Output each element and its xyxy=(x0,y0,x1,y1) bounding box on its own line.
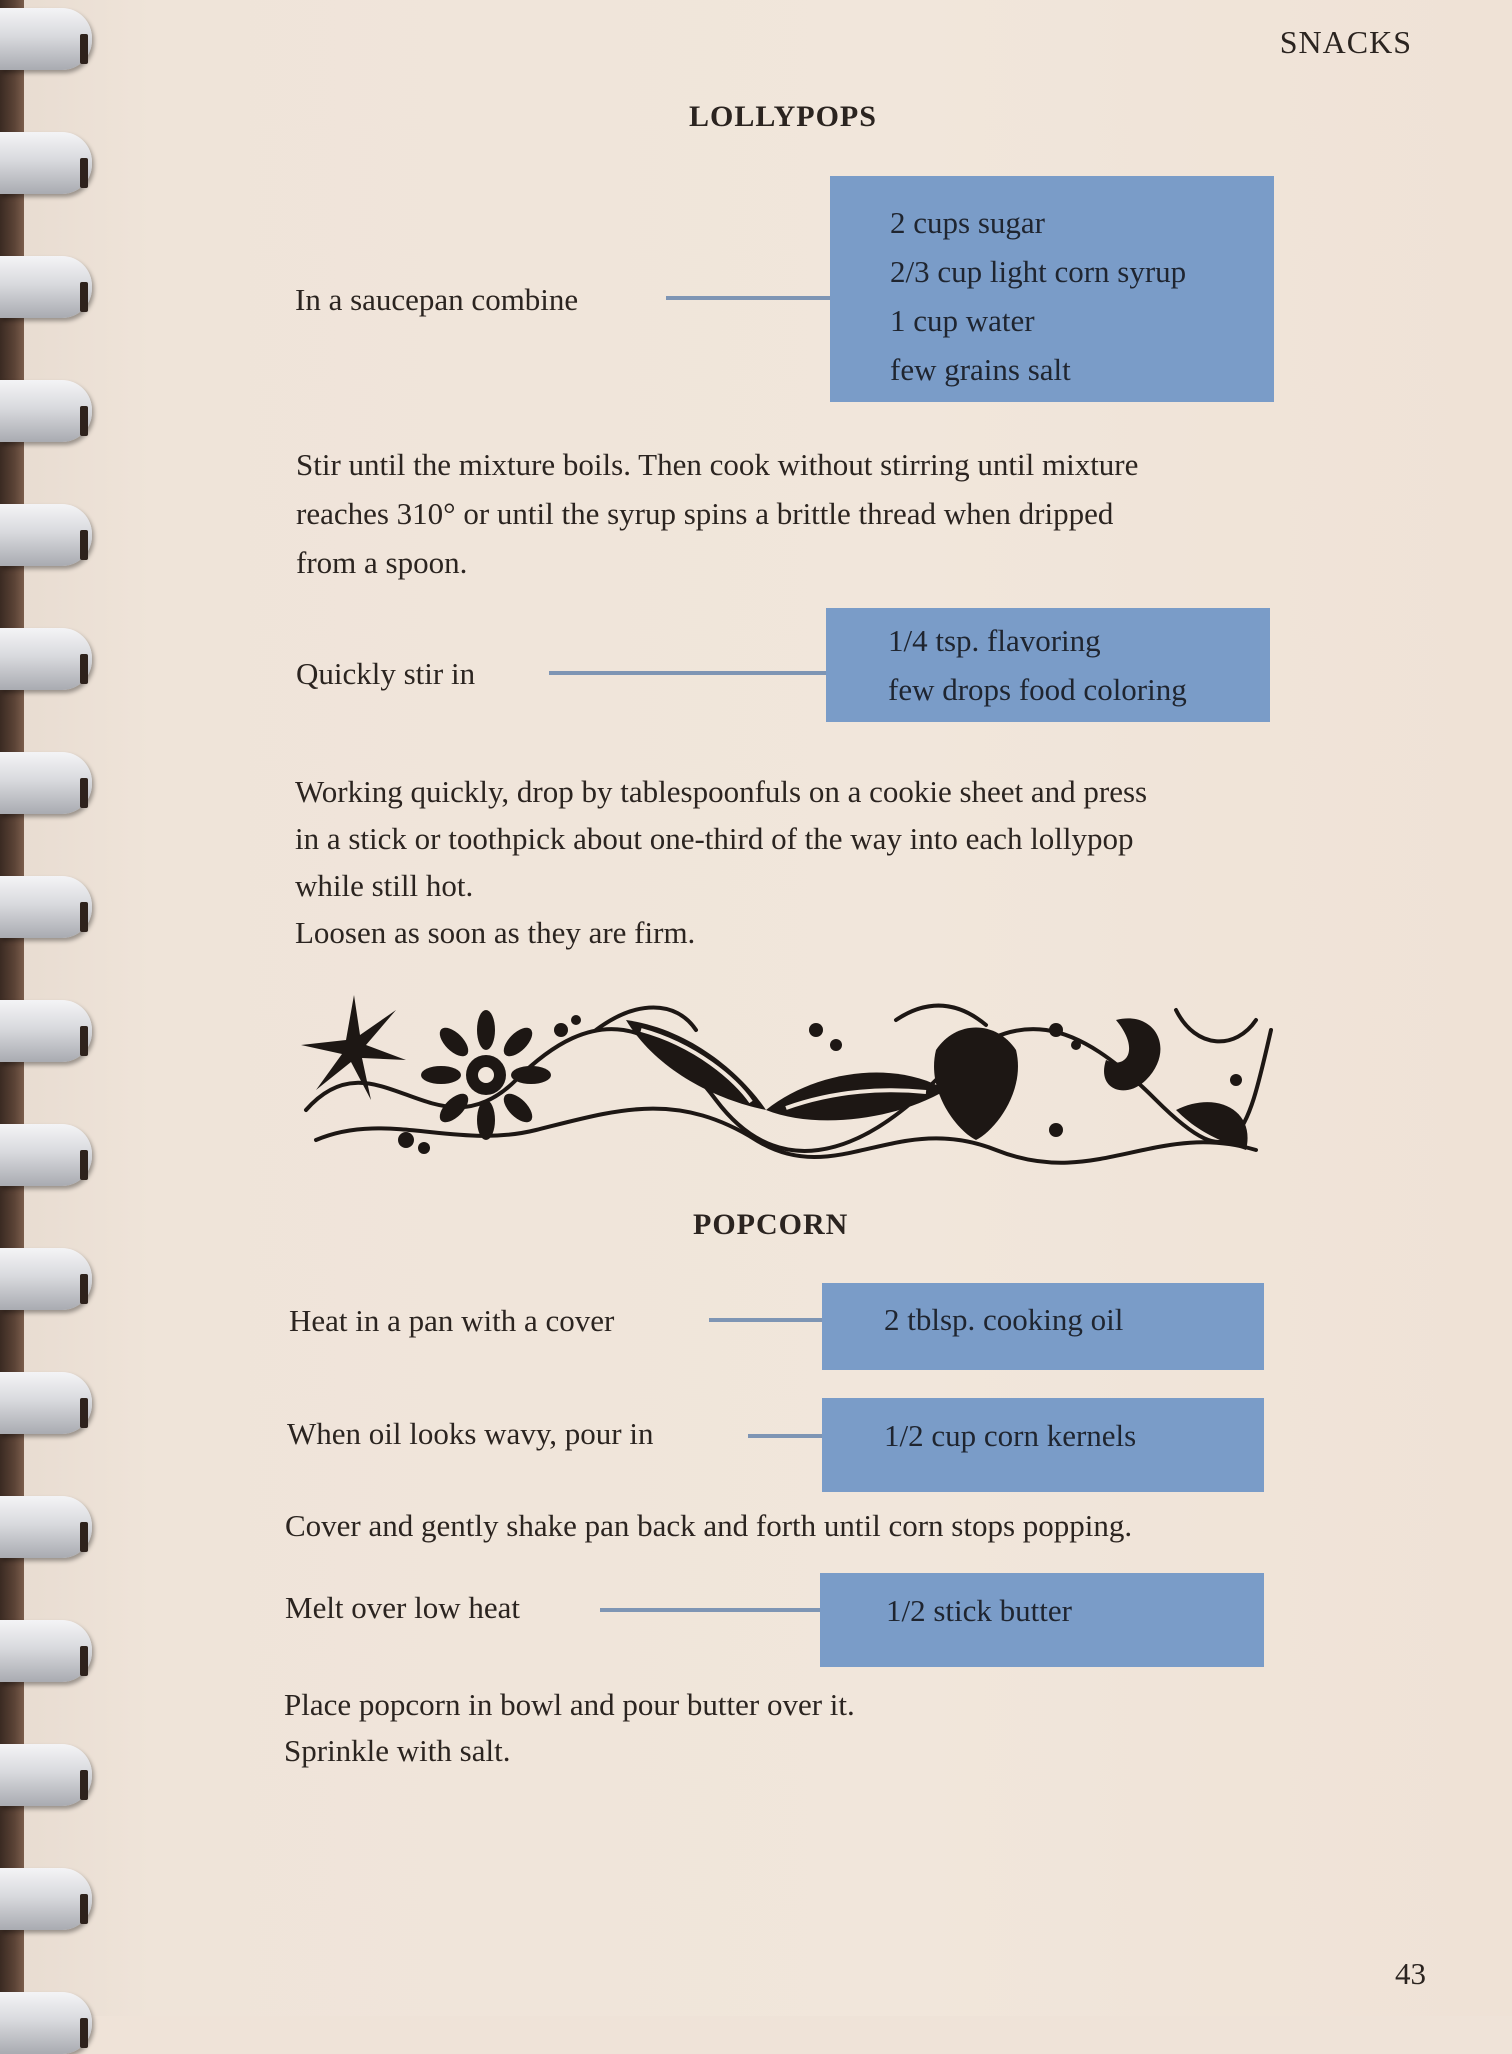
lollypops-step1-ingredient-box xyxy=(830,176,1274,402)
ingredient-item: few drops food coloring xyxy=(888,672,1187,707)
binding-coil xyxy=(0,752,92,814)
lollypops-step2-ingredient-box xyxy=(826,608,1270,722)
binding-coil xyxy=(0,380,92,442)
paragraph-line: reaches 310° or until the syrup spins a brittle thread when dripped xyxy=(296,496,1114,531)
lollypops-step1-instruction: In a saucepan combine xyxy=(295,282,579,317)
binding-coil xyxy=(0,1744,92,1806)
lollypops-step1-connector xyxy=(666,296,831,300)
binding-coil xyxy=(0,1992,92,2054)
paragraph-line: Loosen as soon as they are firm. xyxy=(295,915,696,950)
ingredient-item: 1/4 tsp. flavoring xyxy=(888,623,1101,658)
binding-coil xyxy=(0,256,92,318)
ingredient-item: 2/3 cup light corn syrup xyxy=(890,254,1187,289)
lollypops-step2-connector xyxy=(549,671,827,675)
floral-ornament-divider xyxy=(296,990,1276,1170)
popcorn-paragraph-1: Cover and gently shake pan back and forth until corn stops popping. xyxy=(285,1508,1133,1543)
popcorn-step1-ingredient-box xyxy=(822,1283,1264,1370)
binding-coil xyxy=(0,1000,92,1062)
binding-coil xyxy=(0,1620,92,1682)
recipe-title-lollypops: LOLLYPOPS xyxy=(689,100,877,133)
lollypops-step2-instruction: Quickly stir in xyxy=(296,656,476,691)
binding-coil xyxy=(0,1124,92,1186)
binding-coil xyxy=(0,1496,92,1558)
ingredient-item: 2 cups sugar xyxy=(890,205,1045,240)
binding-coil xyxy=(0,1372,92,1434)
ingredient-item: 1/2 cup corn kernels xyxy=(884,1418,1137,1453)
spiral-binding xyxy=(0,0,110,2016)
lollypops-paragraph-2 xyxy=(295,768,1147,956)
binding-coil xyxy=(0,1248,92,1310)
section-header: SNACKS xyxy=(1279,24,1412,60)
page-number: 43 xyxy=(1395,1956,1426,1991)
binding-coil xyxy=(0,876,92,938)
paragraph-line: Working quickly, drop by tablespoonfuls on a cookie sheet and press xyxy=(295,774,1148,809)
paragraph-line: Place popcorn in bowl and pour butter over it. xyxy=(284,1687,855,1722)
popcorn-step1-connector xyxy=(709,1318,823,1322)
paragraph-line: in a stick or toothpick about one-third of the way into each lollypop xyxy=(295,821,1134,856)
binding-coil xyxy=(0,504,92,566)
binding-coil xyxy=(0,1868,92,1930)
popcorn-step2-connector xyxy=(748,1434,823,1438)
popcorn-step3-instruction: Melt over low heat xyxy=(285,1590,521,1625)
binding-coil xyxy=(0,8,92,70)
binding-coil xyxy=(0,628,92,690)
ingredient-item: 1 cup water xyxy=(890,303,1035,338)
popcorn-step1-instruction: Heat in a pan with a cover xyxy=(289,1303,615,1338)
ingredient-item: 1/2 stick butter xyxy=(886,1593,1072,1628)
lollypops-paragraph-1 xyxy=(296,440,1138,587)
popcorn-step3-ingredient-box xyxy=(820,1573,1264,1667)
paragraph-line: Stir until the mixture boils. Then cook without stirring until mixture xyxy=(296,447,1139,482)
recipe-title-popcorn: POPCORN xyxy=(693,1208,849,1241)
popcorn-paragraph-2 xyxy=(284,1682,855,1774)
ingredient-item: few grains salt xyxy=(890,352,1071,387)
popcorn-step2-instruction: When oil looks wavy, pour in xyxy=(287,1416,654,1451)
popcorn-step2-ingredient-box xyxy=(822,1398,1264,1492)
binding-coil xyxy=(0,132,92,194)
popcorn-step3-connector xyxy=(600,1608,822,1612)
paragraph-line: Sprinkle with salt. xyxy=(284,1733,511,1768)
ingredient-item: 2 tblsp. cooking oil xyxy=(884,1302,1124,1337)
paragraph-line: while still hot. xyxy=(295,868,474,903)
paragraph-line: from a spoon. xyxy=(296,545,468,580)
